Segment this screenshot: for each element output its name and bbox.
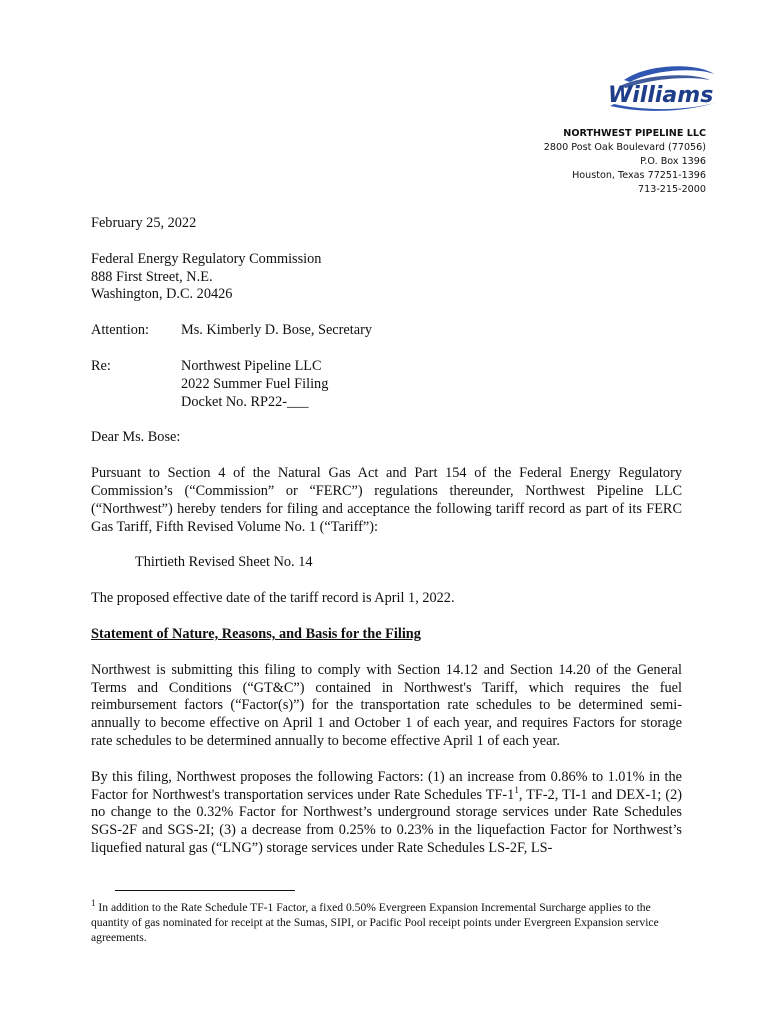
recipient-line: Federal Energy Regulatory Commission [91, 250, 322, 267]
re-label: Re: [91, 357, 111, 374]
effective-date-sentence: The proposed effective date of the tariff record is April 1, 2022. [91, 590, 455, 607]
footnote [91, 900, 682, 945]
letterhead-address [544, 127, 706, 197]
logo-wordmark: Williams [608, 83, 714, 108]
factors-paragraph [91, 769, 682, 858]
re-line: Northwest Pipeline LLC [181, 357, 322, 374]
recipient-line: 888 First Street, N.E. [91, 268, 213, 285]
attention-line [91, 322, 682, 340]
footnote-text: In addition to the Rate Schedule TF-1 Factor, a fixed 0.50% Evergreen Expansion Incremental Surcharge applies to the quantity of gas nominated for receipt at the Sumas, SIPI, or Pacific Pool receipt points under Evergreen Expansion service agreements. [91, 901, 659, 944]
phone-number: 713-215-2000 [638, 184, 706, 195]
attention-label: Attention: [91, 322, 149, 339]
company-name: NORTHWEST PIPELINE LLC [563, 128, 706, 139]
address-line: 2800 Post Oak Boulevard (77056) [543, 142, 706, 153]
recipient-line: Washington, D.C. 20426 [91, 286, 233, 303]
williams-logo [606, 66, 720, 116]
docket-number: Docket No. RP22-___ [181, 393, 309, 410]
address-line: P.O. Box 1396 [640, 156, 706, 167]
factors-text-part2: , TF-2, TI-1 and DEX-1; (2) no change to the 0.32% Factor for Northwest’s underground storage services under Rate Schedules SGS-2F and SGS-2I; (3) a decrease from 0.25% to 0.23% in the liquefaction Factor for Northwest’s liquefied natural gas (“LNG”) storage services under Rate Schedules LS-2F, LS- [91, 786, 683, 856]
letter-date: February 25, 2022 [91, 215, 197, 231]
salutation: Dear Ms. Bose: [91, 429, 181, 446]
letter-body [91, 215, 682, 858]
footnote-reference[interactable]: 1 [514, 784, 519, 795]
intro-paragraph: Pursuant to Section 4 of the Natural Gas Act and Part 154 of the Federal Energy Regulatory Commission’s (“Commission” or “FERC”) regulations thereunder, Northwest Pipeline LLC (“Northwest”) hereby tenders for filing and acceptance the following tariff record as part of its FERC Gas Tariff, Fifth Revised Volume No. 1 (“Tariff”): [91, 465, 682, 535]
re-block [91, 358, 682, 411]
section-heading: Statement of Nature, Reasons, and Basis for the Filing [91, 625, 421, 642]
address-line: Houston, Texas 77251-1396 [572, 170, 706, 181]
footnote-divider [115, 890, 295, 891]
attention-value: Ms. Kimberly D. Bose, Secretary [181, 322, 372, 339]
recipient-address [91, 251, 682, 304]
factors-text-part1: By this filing, Northwest proposes the following Factors: (1) an increase from 0.86% to 1.01% in the Factor for Northwest's transportation services under Rate Schedules TF-1 [91, 768, 682, 803]
statement-paragraph: Northwest is submitting this filing to comply with Section 14.12 and Section 14.20 of the General Terms and Conditions (“GT&C”) contained in Northwest's Tariff, which requires the fuel reimbursement factors (“Factor(s)”) for the transportation rate schedules to be determined semi-annually to become effective on April 1 and October 1 of each year, and requires Factors for storage rate schedules to be determined annually to become effective April 1 of each year. [91, 661, 682, 749]
tariff-record: Thirtieth Revised Sheet No. 14 [135, 554, 313, 571]
footnote-number: 1 [91, 898, 96, 909]
re-line: 2022 Summer Fuel Filing [181, 375, 329, 392]
